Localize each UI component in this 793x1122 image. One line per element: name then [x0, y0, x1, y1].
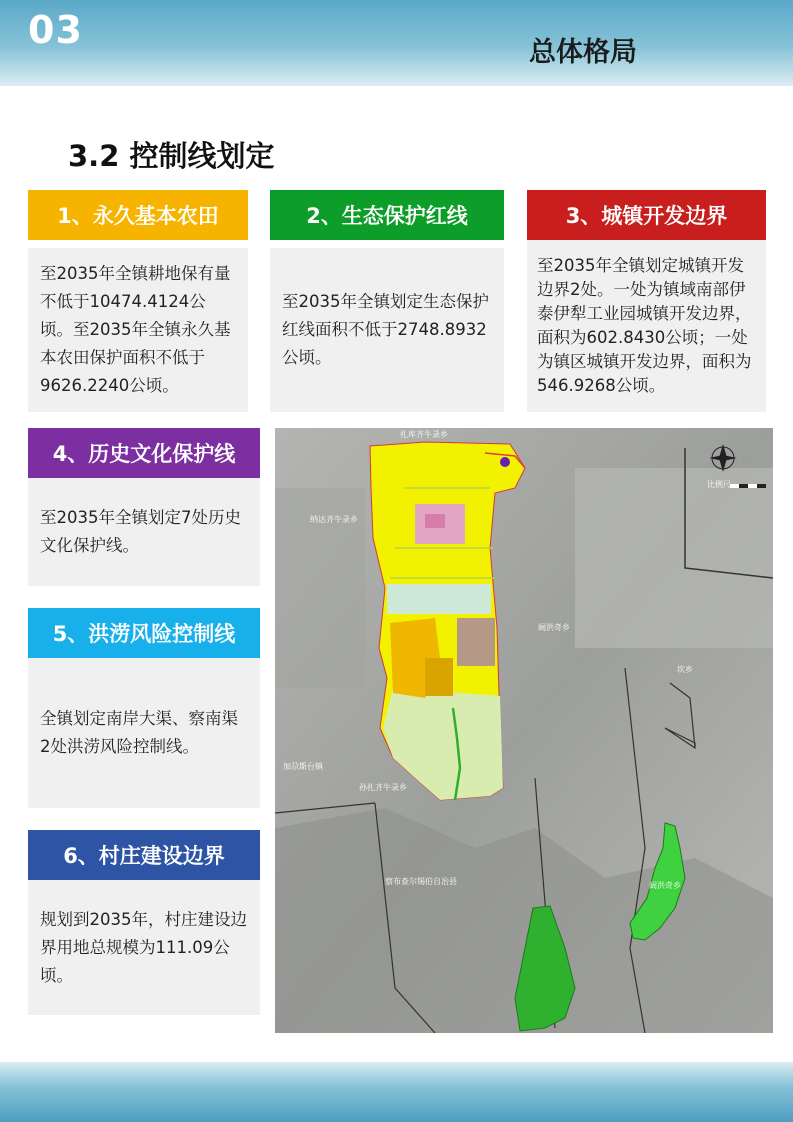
map-graphic — [275, 428, 773, 1033]
card-title-village: 6、村庄建设边界 — [28, 830, 260, 880]
card-body-flood — [28, 658, 260, 808]
footer-band — [0, 1062, 793, 1122]
card-title-urban: 3、城镇开发边界 — [527, 190, 766, 240]
page-subheading: 3.2 控制线划定 — [68, 139, 275, 173]
map-label-chabuchaer: 察布查尔锡伯自治县 — [385, 877, 457, 886]
card-title-flood: 5、洪涝风险控制线 — [28, 608, 260, 658]
map-label-kuohong: 阔洪奇乡 — [538, 623, 570, 632]
map-label-jiaer: 加尕斯台镇 — [283, 762, 323, 771]
industrial-zone — [457, 618, 495, 666]
card-text-village: 规划到2035年，村庄建设边界用地总规模为111.09公顷。 — [40, 909, 247, 985]
heritage-site — [500, 457, 510, 467]
card-title-heritage: 4、历史文化保护线 — [28, 428, 260, 478]
card-body-urban — [527, 240, 766, 412]
orange-land-2 — [425, 658, 453, 696]
map-label-zhaku: 扎库齐牛录乡 — [400, 430, 448, 439]
card-body-village — [28, 880, 260, 1015]
section-title: 总体格局 — [529, 37, 637, 68]
card-body-farmland — [28, 248, 248, 412]
card-text-flood: 全镇划定南岸大渠、察南渠2处洪涝风险控制线。 — [40, 709, 238, 756]
farmland-texture — [575, 468, 773, 648]
card-text-urban: 至2035年全镇划定城镇开发边界2处。一处为镇域南部伊泰伊犁工业园城镇开发边界，面积为602.8430公顷；一处为镇区城镇开发边界，面积为546.9268公顷。 — [537, 256, 752, 395]
card-title-farmland: 1、永久基本农田 — [28, 190, 248, 240]
scale-bar — [730, 484, 766, 488]
map-label-kuohong-2: 阔洪奇乡 — [649, 881, 681, 890]
header-band — [0, 0, 793, 86]
section-number: 03 — [28, 8, 83, 52]
map-label-kan: 坎乡 — [677, 665, 693, 674]
card-body-heritage — [28, 478, 260, 586]
water-strip — [387, 584, 491, 614]
card-title-ecology: 2、生态保护红线 — [270, 190, 504, 240]
card-body-ecology — [270, 248, 504, 412]
map-label-scale: 比例尺 — [707, 480, 731, 489]
map-label-nada: 纳达齐牛录乡 — [310, 515, 358, 524]
town-core-inner — [425, 514, 445, 528]
card-text-ecology: 至2035年全镇划定生态保护红线面积不低于2748.8932公顷。 — [282, 292, 489, 367]
planning-map — [275, 428, 773, 1033]
card-text-heritage: 至2035年全镇划定7处历史文化保护线。 — [40, 508, 241, 555]
map-label-sunzha: 孙扎齐牛录乡 — [359, 783, 407, 792]
card-text-farmland: 至2035年全镇耕地保有量不低于10474.4124公顷。至2035年全镇永久基本农田保护面积不低于9626.2240公顷。 — [40, 264, 231, 395]
